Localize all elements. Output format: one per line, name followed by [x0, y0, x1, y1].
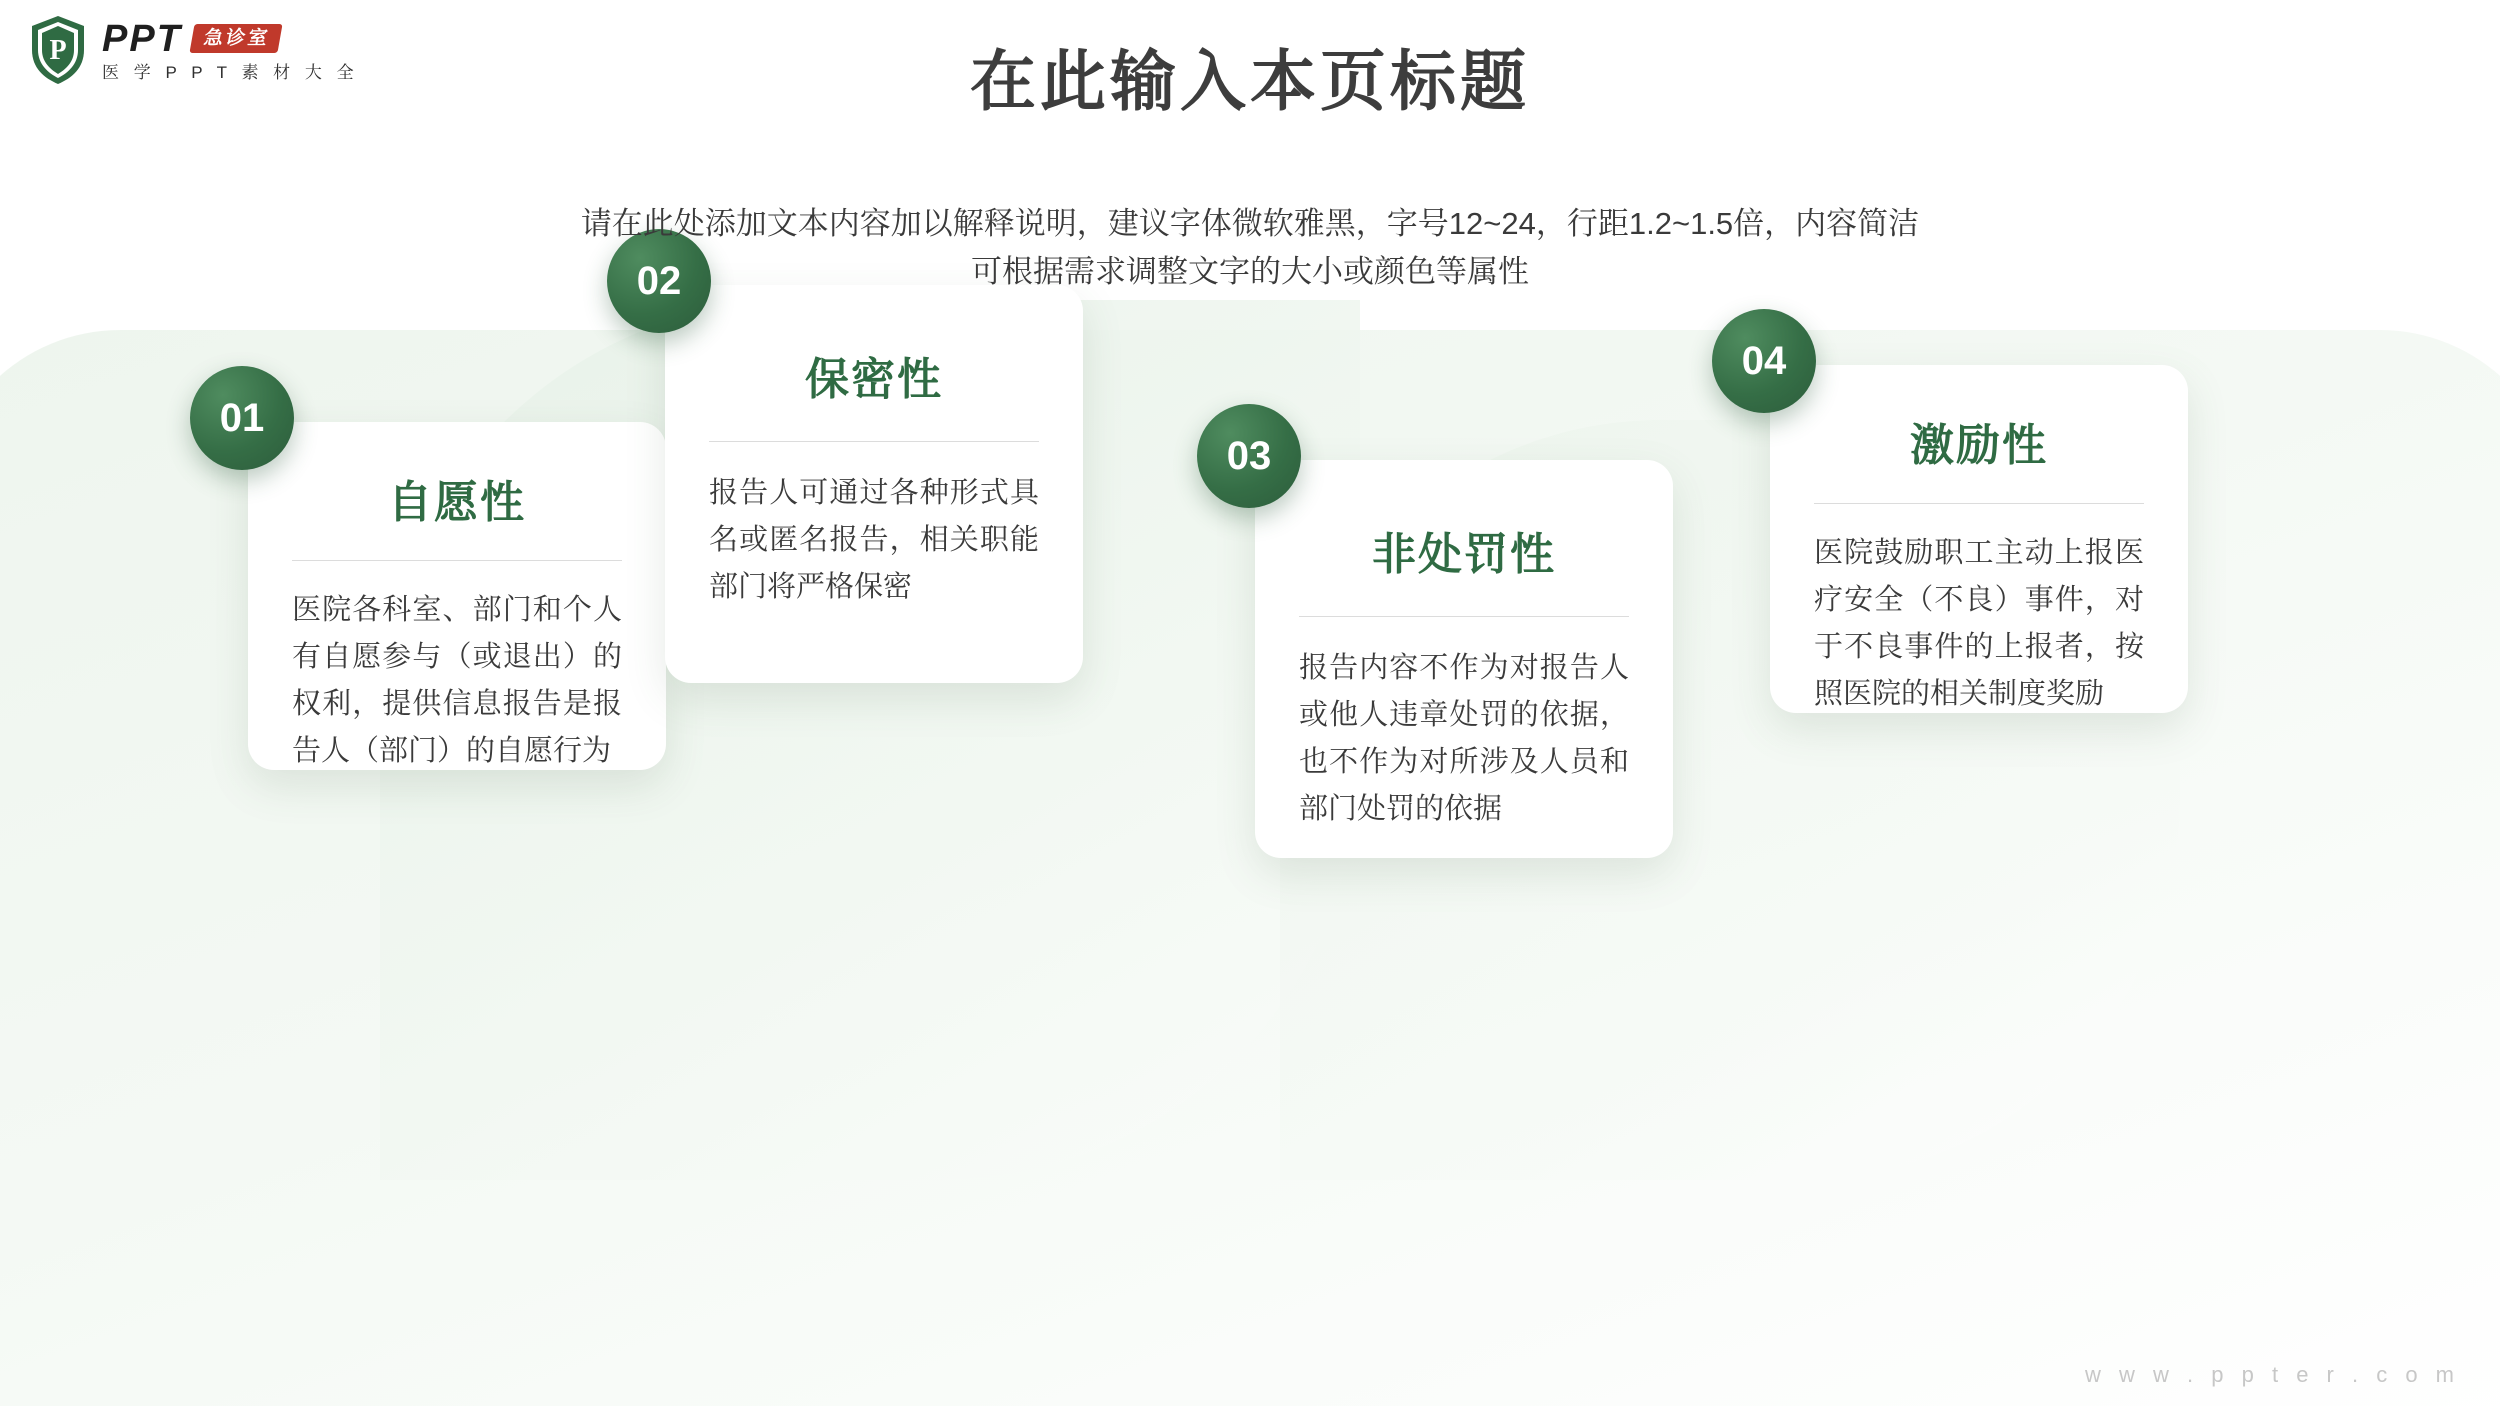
- brand-text: [102, 17, 359, 82]
- card-body: 医院各科室、部门和个人有自愿参与（或退出）的权利，提供信息报告是报告人（部门）的自愿行为: [292, 594, 622, 767]
- card-title: 保密性: [709, 285, 1039, 442]
- card-number-badge: 03: [1197, 404, 1301, 508]
- svg-text:P: P: [49, 35, 67, 66]
- card-title: 激励性: [1814, 365, 2144, 504]
- brand-name-row: [102, 17, 359, 60]
- card-title: 自愿性: [292, 422, 622, 561]
- footer-watermark: w w w . p p t e r . c o m: [2085, 1362, 2460, 1387]
- brand-badge: 急诊室: [189, 24, 282, 53]
- brand-tagline: 医 学 P P T 素 材 大 全: [102, 62, 359, 82]
- content-card[interactable]: [1741, 338, 2188, 713]
- card-body: 报告内容不作为对报告人或他人违章处罚的依据，也不作为对所涉及人员和部门处罚的依据: [1299, 652, 1629, 825]
- content-card[interactable]: [636, 258, 1083, 683]
- card-title: 非处罚性: [1299, 460, 1629, 617]
- card-number-badge: 02: [607, 229, 711, 333]
- page-subtitle-line-1: 请在此处添加文本内容加以解释说明，建议字体微软雅黑，字号12~24，行距1.2~1.5倍，内容简洁: [580, 206, 1920, 241]
- card-number-badge: 01: [190, 366, 294, 470]
- content-card[interactable]: [219, 395, 666, 770]
- content-card[interactable]: [1226, 433, 1673, 858]
- page-subtitle: [0, 200, 2500, 296]
- brand-logo: [28, 14, 359, 86]
- brand-name: PPT: [102, 17, 182, 60]
- page-subtitle-line-2: 可根据需求调整文字的大小或颜色等属性: [971, 254, 1529, 290]
- shield-p-icon: [28, 14, 88, 86]
- card-number-badge: 04: [1712, 309, 1816, 413]
- card-body: 医院鼓励职工主动上报医疗安全（不良）事件，对于不良事件的上报者，按照医院的相关制度奖励: [1814, 537, 2144, 710]
- card-body: 报告人可通过各种形式具名或匿名报告，相关职能部门将严格保密: [709, 477, 1039, 603]
- page-title: 在此输入本页标题: [970, 44, 1530, 118]
